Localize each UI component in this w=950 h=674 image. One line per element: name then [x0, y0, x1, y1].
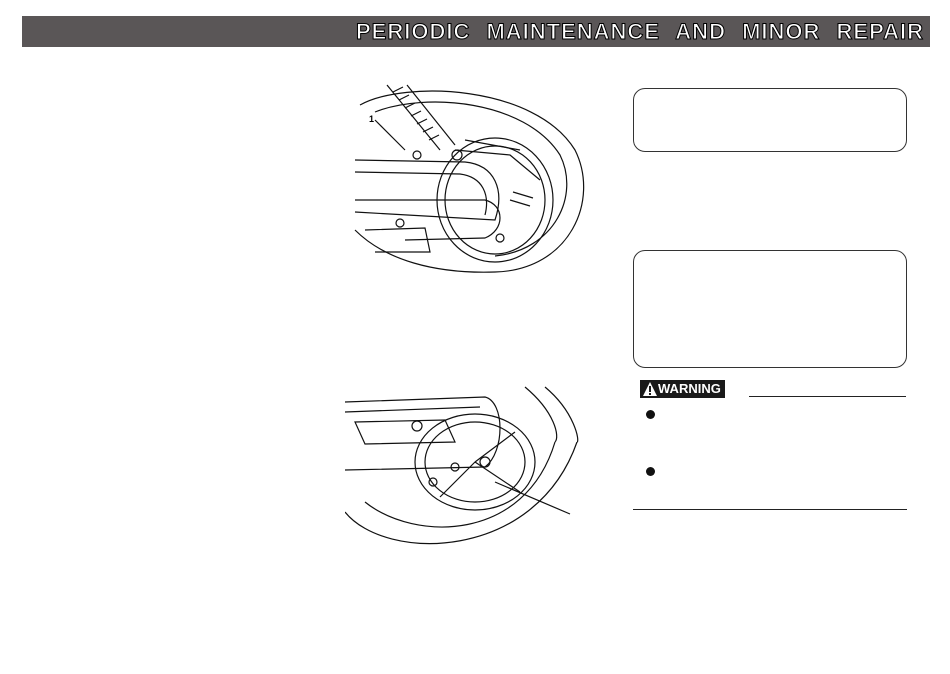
wheel-illustration-1: [345, 80, 590, 275]
note-box: [633, 88, 907, 152]
warning-label-text: WARNING: [658, 381, 721, 396]
warning-label: [640, 380, 725, 398]
bullet-icon: [646, 467, 655, 476]
warning-end-rule: [633, 509, 907, 510]
section-title: PERIODIC MAINTENANCE AND MINOR REPAIR: [355, 19, 924, 44]
warning-rule: [749, 396, 906, 397]
bullet-icon: [646, 410, 655, 419]
note-box: [633, 250, 907, 368]
section-header-bar: [22, 16, 930, 47]
warning-triangle-icon: [642, 380, 658, 398]
wheel-illustration-2: [345, 382, 585, 554]
callout-number: 1: [369, 114, 375, 124]
